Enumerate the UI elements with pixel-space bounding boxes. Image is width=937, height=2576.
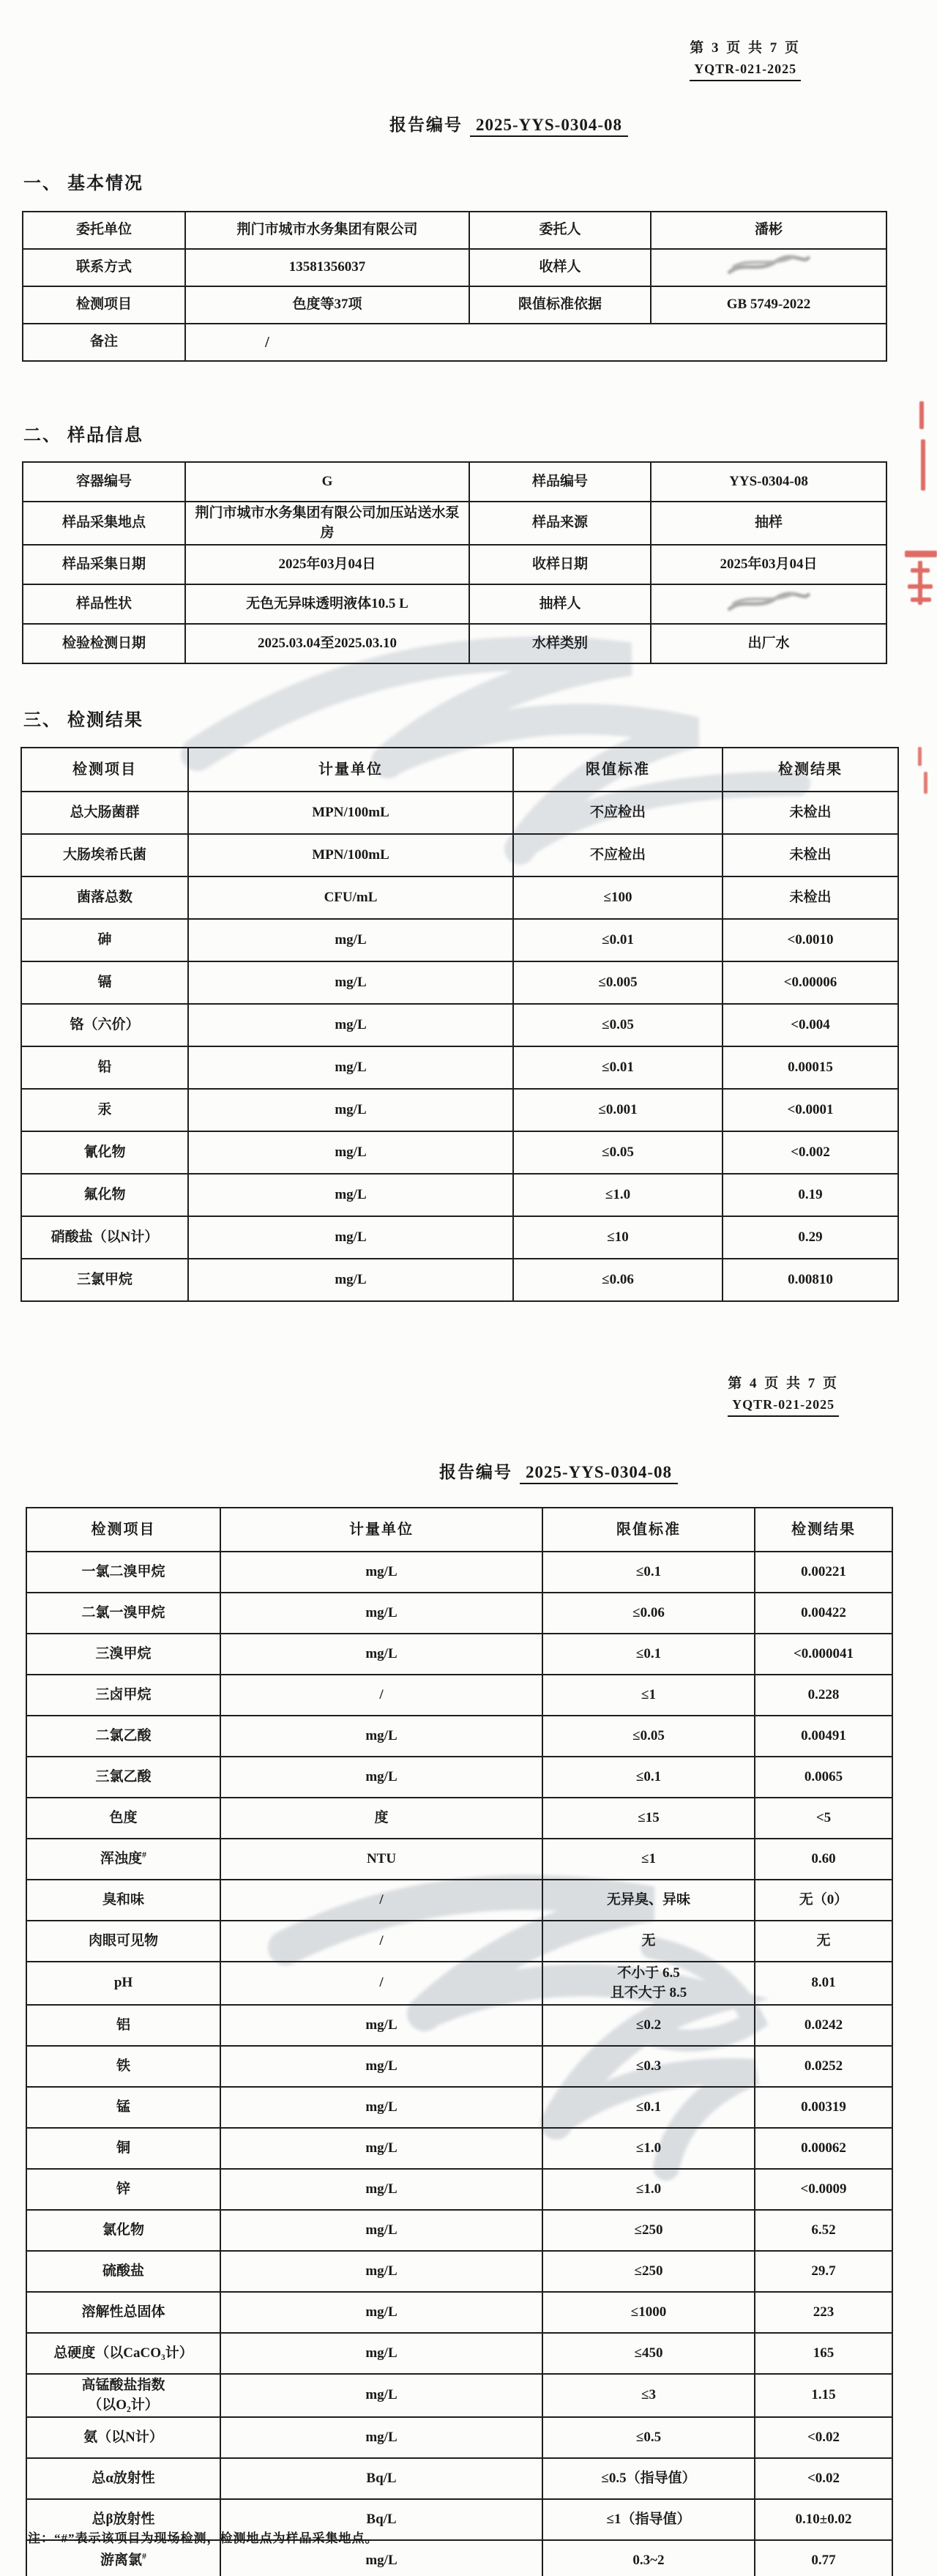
table-cell: mg/L	[220, 1593, 542, 1634]
table-row	[21, 1259, 898, 1301]
table-cell: 0.19	[723, 1174, 898, 1216]
table-cell: 色度等37项	[185, 286, 469, 324]
table-cell: 荆门市城市水务集团有限公司	[185, 212, 469, 249]
table-cell: ≤250	[542, 2210, 755, 2251]
table-cell: 度	[220, 1798, 542, 1839]
row-label-cell: 硫酸盐	[26, 2251, 220, 2292]
doc-code: YQTR-021-2025	[728, 1395, 839, 1417]
table-row	[21, 792, 898, 834]
table-row	[26, 2417, 892, 2458]
doc-code: YQTR-021-2025	[690, 59, 801, 81]
table-cell: 未检出	[723, 834, 898, 876]
table-cell: 限值标准依据	[469, 286, 651, 324]
table-cell: mg/L	[220, 2087, 542, 2128]
table-cell: mg/L	[188, 961, 513, 1004]
table-cell: <0.02	[755, 2417, 892, 2458]
table-row	[26, 1552, 892, 1593]
table-cell: ≤0.1	[542, 2087, 755, 2128]
row-label-cell: 检验检测日期	[23, 624, 185, 663]
table-cell: 2025年03月04日	[185, 545, 469, 584]
row-label-cell: 总大肠菌群	[21, 792, 188, 834]
table-cell: 0.00015	[723, 1046, 898, 1089]
table-cell: mg/L	[220, 1634, 542, 1675]
table-cell: ≤0.1	[542, 1634, 755, 1675]
table-header-cell: 检测项目	[21, 748, 188, 792]
report-number-value: 2025-YYS-0304-08	[470, 116, 628, 137]
table-cell: 委托人	[469, 212, 651, 249]
row-label-cell: 色度	[26, 1798, 220, 1839]
red-stamp-fragment	[905, 401, 937, 621]
row-label-cell: 汞	[21, 1089, 188, 1131]
table-cell: ≤15	[542, 1798, 755, 1839]
row-label-cell: 氰化物	[21, 1131, 188, 1174]
section-title-basic-info: 一、 基本情况	[23, 174, 143, 193]
table-cell: ≤0.1	[542, 1757, 755, 1798]
table-cell: ≤0.005	[513, 961, 723, 1004]
table-row	[23, 502, 886, 545]
table-cell: 不应检出	[513, 834, 723, 876]
table-cell: mg/L	[220, 2210, 542, 2251]
table-header-cell: 检测结果	[755, 1508, 892, 1552]
row-label-cell: 一氯二溴甲烷	[26, 1552, 220, 1593]
table-header-row	[26, 1508, 892, 1552]
table-row	[26, 2087, 892, 2128]
table-row	[23, 584, 886, 624]
table-cell: <0.02	[755, 2458, 892, 2499]
row-label-cell: pH	[26, 1962, 220, 2005]
table-cell: 无（0）	[755, 1880, 892, 1921]
table-cell: 荆门市城市水务集团有限公司加压站送水泵房	[185, 502, 469, 545]
table-cell: ≤0.001	[513, 1089, 723, 1131]
row-label-cell: 样品采集日期	[23, 545, 185, 584]
table-cell: 0.00221	[755, 1552, 892, 1593]
table-cell: 0.228	[755, 1675, 892, 1716]
row-label-cell: 三溴甲烷	[26, 1634, 220, 1675]
row-label-cell: 铜	[26, 2128, 220, 2169]
table-cell: 6.52	[755, 2210, 892, 2251]
row-label-cell: 游离氯#	[26, 2540, 220, 2576]
table-row	[26, 1757, 892, 1798]
table-header-cell: 计量单位	[188, 748, 513, 792]
table-cell: mg/L	[188, 1131, 513, 1174]
table-cell: 0.77	[755, 2540, 892, 2576]
results-table-page4	[26, 1507, 893, 2576]
table-cell: 不应检出	[513, 792, 723, 834]
table-row	[26, 1798, 892, 1839]
table-cell: 0.00810	[723, 1259, 898, 1301]
table-cell	[651, 249, 886, 286]
table-row	[23, 212, 886, 249]
table-cell: ≤1	[542, 1675, 755, 1716]
row-label-cell: 浑浊度#	[26, 1839, 220, 1880]
table-cell: 0.0065	[755, 1757, 892, 1798]
table-cell: ≤0.05	[542, 1716, 755, 1757]
row-label-cell: 氯化物	[26, 2210, 220, 2251]
table-row	[26, 2169, 892, 2210]
table-row	[26, 2333, 892, 2374]
table-cell: ≤250	[542, 2251, 755, 2292]
table-cell: 0.00062	[755, 2128, 892, 2169]
report-number-value: 2025-YYS-0304-08	[520, 1463, 678, 1484]
table-row	[21, 1089, 898, 1131]
page-number: 第 3 页 共 7 页	[690, 40, 801, 56]
row-label-cell: 联系方式	[23, 249, 185, 286]
table-cell: ≤1000	[542, 2292, 755, 2333]
row-label-cell: 肉眼可见物	[26, 1921, 220, 1962]
table-row	[23, 624, 886, 663]
table-cell: ≤0.06	[513, 1259, 723, 1301]
table-cell: ≤1.0	[542, 2169, 755, 2210]
table-cell: mg/L	[220, 2128, 542, 2169]
table-cell: mg/L	[220, 2046, 542, 2087]
table-cell: <0.002	[723, 1131, 898, 1174]
table-cell: 水样类别	[469, 624, 651, 663]
table-cell: 样品编号	[469, 462, 651, 502]
table-cell: mg/L	[188, 1004, 513, 1046]
report-number-line	[389, 111, 628, 135]
table-cell: 0.00422	[755, 1593, 892, 1634]
row-label-cell: 氨（以N计）	[26, 2417, 220, 2458]
table-cell: /	[220, 1880, 542, 1921]
table-cell: mg/L	[220, 1552, 542, 1593]
table-row	[26, 2374, 892, 2417]
table-row	[21, 1004, 898, 1046]
results-table-page3	[20, 747, 899, 1302]
row-label-cell: 锌	[26, 2169, 220, 2210]
table-cell: ≤1.0	[542, 2128, 755, 2169]
row-label-cell: 三氯乙酸	[26, 1757, 220, 1798]
table-cell: 抽样	[651, 502, 886, 545]
row-label-cell: 铁	[26, 2046, 220, 2087]
table-row	[26, 2292, 892, 2333]
report-number-label: 报告编号	[439, 1463, 512, 1481]
table-cell: 样品来源	[469, 502, 651, 545]
table-cell: 无	[542, 1921, 755, 1962]
table-row	[21, 834, 898, 876]
table-cell: 无异臭、异味	[542, 1880, 755, 1921]
table-cell: /	[220, 1962, 542, 2005]
table-cell: MPN/100mL	[188, 834, 513, 876]
table-cell: 0.00491	[755, 1716, 892, 1757]
table-cell: <0.0010	[723, 919, 898, 961]
row-label-cell: 二氯一溴甲烷	[26, 1593, 220, 1634]
table-header-cell: 限值标准	[542, 1508, 755, 1552]
table-cell: ≤0.01	[513, 1046, 723, 1089]
table-row	[21, 1046, 898, 1089]
table-cell: /	[220, 1921, 542, 1962]
table-row	[26, 1839, 892, 1880]
table-row	[26, 1921, 892, 1962]
table-row	[23, 324, 886, 361]
table-cell: /	[220, 1675, 542, 1716]
table-cell: mg/L	[220, 2540, 542, 2576]
table-row	[26, 2046, 892, 2087]
row-label-cell: 样品采集地点	[23, 502, 185, 545]
table-cell: 1.15	[755, 2374, 892, 2417]
table-cell: ≤0.05	[513, 1004, 723, 1046]
table-row	[26, 1962, 892, 2005]
table-cell: mg/L	[220, 2251, 542, 2292]
table-header-cell: 计量单位	[220, 1508, 542, 1552]
table-cell: ≤0.2	[542, 2005, 755, 2046]
table-cell: 29.7	[755, 2251, 892, 2292]
table-cell: ≤1.0	[513, 1174, 723, 1216]
row-label-cell: 溶解性总固体	[26, 2292, 220, 2333]
table-cell: Bq/L	[220, 2458, 542, 2499]
row-label-cell: 样品性状	[23, 584, 185, 624]
table-cell: 2025.03.04至2025.03.10	[185, 624, 469, 663]
section-title-sample-info: 二、 样品信息	[23, 426, 143, 445]
table-cell: mg/L	[188, 1259, 513, 1301]
footnote: 注：“#”表示该项目为现场检测，检测地点为样品采集地点。	[28, 2531, 378, 2545]
table-cell: mg/L	[220, 2169, 542, 2210]
row-label-cell: 容器编号	[23, 462, 185, 502]
table-cell: 无	[755, 1921, 892, 1962]
row-label-cell: 氟化物	[21, 1174, 188, 1216]
table-cell: ≤10	[513, 1216, 723, 1259]
table-cell: mg/L	[188, 1089, 513, 1131]
table-row	[23, 286, 886, 324]
table-cell: 0.60	[755, 1839, 892, 1880]
row-label-cell: 锰	[26, 2087, 220, 2128]
table-cell: mg/L	[220, 2292, 542, 2333]
row-label-cell: 砷	[21, 919, 188, 961]
page-4-header	[728, 1374, 839, 1417]
table-cell: 潘彬	[651, 212, 886, 249]
row-label-cell: 总β放射性	[26, 2499, 220, 2540]
table-cell: ≤0.3	[542, 2046, 755, 2087]
table-header-cell: 限值标准	[513, 748, 723, 792]
table-row	[23, 545, 886, 584]
table-cell: 不小于 6.5 且不大于 8.5	[542, 1962, 755, 2005]
row-label-cell: 三卤甲烷	[26, 1675, 220, 1716]
table-cell: 2025年03月04日	[651, 545, 886, 584]
table-cell: 未检出	[723, 792, 898, 834]
table-cell: mg/L	[220, 2374, 542, 2417]
row-label-cell: 臭和味	[26, 1880, 220, 1921]
table-cell: <0.0009	[755, 2169, 892, 2210]
table-cell: mg/L	[220, 1757, 542, 1798]
table-cell: G	[185, 462, 469, 502]
row-label-cell: 铅	[21, 1046, 188, 1089]
table-cell: ≤1	[542, 1839, 755, 1880]
table-header-cell: 检测结果	[723, 748, 898, 792]
table-row	[21, 876, 898, 919]
table-row	[26, 1675, 892, 1716]
table-row	[26, 2128, 892, 2169]
row-label-cell: 铝	[26, 2005, 220, 2046]
table-row	[21, 919, 898, 961]
table-cell: ≤0.5（指导值）	[542, 2458, 755, 2499]
report-number-label: 报告编号	[389, 116, 463, 134]
row-label-cell: 二氯乙酸	[26, 1716, 220, 1757]
table-cell: ≤1（指导值）	[542, 2499, 755, 2540]
table-cell: YYS-0304-08	[651, 462, 886, 502]
row-label-cell: 三氯甲烷	[21, 1259, 188, 1301]
table-cell: 0.10±0.02	[755, 2499, 892, 2540]
table-row	[26, 2005, 892, 2046]
red-stamp-fragment	[912, 747, 934, 798]
row-label-cell: 铬（六价）	[21, 1004, 188, 1046]
table-row	[21, 1216, 898, 1259]
table-cell: 0.0252	[755, 2046, 892, 2087]
section-title-results: 三、 检测结果	[23, 711, 143, 730]
table-cell: ≤0.5	[542, 2417, 755, 2458]
row-label-cell: 硝酸盐（以N计）	[21, 1216, 188, 1259]
table-cell: 收样日期	[469, 545, 651, 584]
table-cell: ≤0.1	[542, 1552, 755, 1593]
table-row	[26, 2210, 892, 2251]
row-label-cell: 备注	[23, 324, 185, 361]
table-row	[21, 961, 898, 1004]
row-label-cell: 菌落总数	[21, 876, 188, 919]
table-cell: 未检出	[723, 876, 898, 919]
table-cell: mg/L	[220, 1716, 542, 1757]
table-header-cell: 检测项目	[26, 1508, 220, 1552]
table-cell: mg/L	[188, 1216, 513, 1259]
row-label-cell: 高锰酸盐指数 （以O₂计）	[26, 2374, 220, 2417]
report-number-line	[439, 1459, 678, 1483]
table-cell: 出厂水	[651, 624, 886, 663]
table-row	[26, 1880, 892, 1921]
table-row	[26, 1716, 892, 1757]
table-cell: Bq/L	[220, 2499, 542, 2540]
table-cell: 223	[755, 2292, 892, 2333]
table-cell: 抽样人	[469, 584, 651, 624]
table-cell: 收样人	[469, 249, 651, 286]
table-cell: ≤450	[542, 2333, 755, 2374]
table-cell: <0.004	[723, 1004, 898, 1046]
table-cell: mg/L	[188, 919, 513, 961]
table-cell: /	[185, 324, 886, 361]
table-cell: ≤0.01	[513, 919, 723, 961]
table-cell: mg/L	[188, 1046, 513, 1089]
table-cell: ≤100	[513, 876, 723, 919]
table-cell: ≤0.05	[513, 1131, 723, 1174]
signature-redacted	[724, 588, 813, 621]
table-header-row	[21, 748, 898, 792]
table-cell: mg/L	[220, 2417, 542, 2458]
table-row	[26, 2458, 892, 2499]
row-label-cell: 检测项目	[23, 286, 185, 324]
table-cell: ≤3	[542, 2374, 755, 2417]
table-cell: mg/L	[220, 2005, 542, 2046]
table-row	[21, 1174, 898, 1216]
table-cell: 无色无异味透明液体10.5 L	[185, 584, 469, 624]
table-cell: <5	[755, 1798, 892, 1839]
table-cell	[651, 584, 886, 624]
table-cell: <0.000041	[755, 1634, 892, 1675]
table-cell: 0.0242	[755, 2005, 892, 2046]
page-number: 第 4 页 共 7 页	[728, 1376, 839, 1391]
sample-info-table	[22, 461, 887, 664]
table-cell: 8.01	[755, 1962, 892, 2005]
basic-info-table	[22, 211, 887, 362]
row-label-cell: 委托单位	[23, 212, 185, 249]
table-cell: MPN/100mL	[188, 792, 513, 834]
signature-redacted	[724, 251, 813, 284]
table-cell: <0.0001	[723, 1089, 898, 1131]
page-3-header	[690, 38, 801, 81]
table-cell: mg/L	[188, 1174, 513, 1216]
row-label-cell: 总硬度（以CaCO₃计）	[26, 2333, 220, 2374]
table-cell: 0.3~2	[542, 2540, 755, 2576]
row-label-cell: 总α放射性	[26, 2458, 220, 2499]
table-cell: mg/L	[220, 2333, 542, 2374]
table-cell: 0.00319	[755, 2087, 892, 2128]
table-cell: 13581356037	[185, 249, 469, 286]
table-cell: 165	[755, 2333, 892, 2374]
row-label-cell: 大肠埃希氏菌	[21, 834, 188, 876]
table-cell: 0.29	[723, 1216, 898, 1259]
table-row	[21, 1131, 898, 1174]
table-cell: NTU	[220, 1839, 542, 1880]
row-label-cell: 镉	[21, 961, 188, 1004]
table-row	[23, 249, 886, 286]
table-cell: ≤0.06	[542, 1593, 755, 1634]
table-row	[26, 2251, 892, 2292]
table-cell: CFU/mL	[188, 876, 513, 919]
table-cell: <0.00006	[723, 961, 898, 1004]
table-cell: GB 5749-2022	[651, 286, 886, 324]
table-row	[26, 1593, 892, 1634]
table-row	[23, 462, 886, 502]
table-row	[26, 1634, 892, 1675]
